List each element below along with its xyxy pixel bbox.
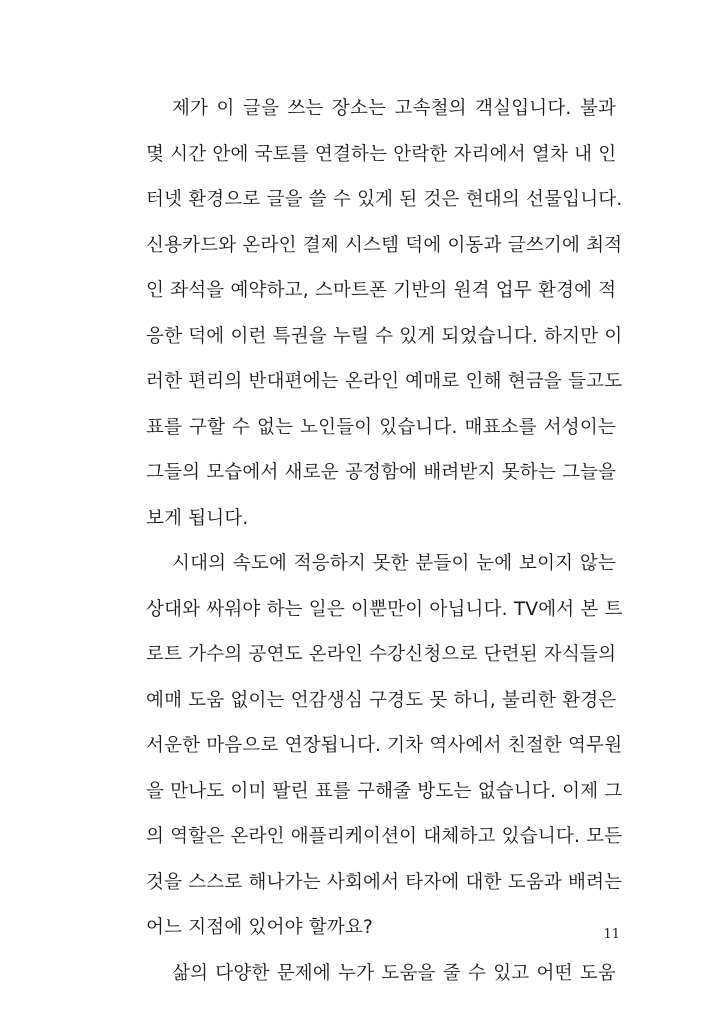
paragraph-1-line-5: 인 좌석을 예약하고, 스마트폰 기반의 원격 업무 환경에 적	[146, 280, 617, 301]
paragraph-2-line-9: 어느 지점에 있어야 할까요?	[146, 917, 374, 938]
paragraph-1-line-8: 표를 구할 수 없는 노인들이 있습니다. 매표소를 서성이는	[146, 416, 616, 438]
paragraph-3-line-1: 삶의 다양한 문제에 누가 도움을 줄 수 있고 어떤 도움	[172, 962, 616, 984]
paragraph-1-line-1: 제가 이 글을 쓰는 장소는 고속철의 객실입니다. 불과	[172, 98, 616, 119]
paragraph-2-line-3: 로트 가수의 공연도 온라인 수강신청으로 단련된 자식들의	[146, 644, 617, 665]
paragraph-1-line-9: 그들의 모습에서 새로운 공정함에 배려받지 못하는 그늘을	[146, 462, 617, 483]
page-number: 11	[603, 927, 620, 942]
paragraph-2-line-4: 예매 도움 없이는 언감생심 구경도 못 하니, 불리한 환경은	[146, 689, 617, 711]
paragraph-1-line-7: 러한 편리의 반대편에는 온라인 예매로 인해 현금을 들고도	[146, 371, 623, 392]
paragraph-1-line-3: 터넷 환경으로 글을 쓸 수 있게 된 것은 현대의 선물입니다.	[146, 189, 623, 210]
paragraph-2-line-5: 서운한 마음으로 연장됩니다. 기차 역사에서 친절한 역무원	[146, 735, 623, 756]
body-text	[146, 86, 623, 996]
paragraph-2-line-2: 상대와 싸워야 하는 일은 이뿐만이 아닙니다. TV에서 본 트	[146, 598, 623, 620]
paragraph-2-line-7: 의 역할은 온라인 애플리케이션이 대체하고 있습니다. 모든	[146, 826, 623, 847]
paragraph-1-line-2: 몇 시간 안에 국토를 연결하는 안락한 자리에서 열차 내 인	[146, 143, 617, 165]
paragraph-1-line-10: 보게 됩니다.	[146, 507, 249, 529]
paragraph-1-line-4: 신용카드와 온라인 결제 시스템 덕에 이동과 글쓰기에 최적	[146, 234, 623, 256]
paragraph-2-line-6: 을 만나도 이미 팔린 표를 구해줄 방도는 없습니다. 이제 그	[146, 780, 623, 802]
paragraph-1-line-6: 응한 덕에 이런 특권을 누릴 수 있게 되었습니다. 하지만 이	[146, 325, 623, 347]
paragraph-2-line-1: 시대의 속도에 적응하지 못한 분들이 눈에 보이지 않는	[172, 553, 616, 574]
paragraph-2-line-8: 것을 스스로 해나가는 사회에서 타자에 대한 도움과 배려는	[146, 871, 623, 893]
